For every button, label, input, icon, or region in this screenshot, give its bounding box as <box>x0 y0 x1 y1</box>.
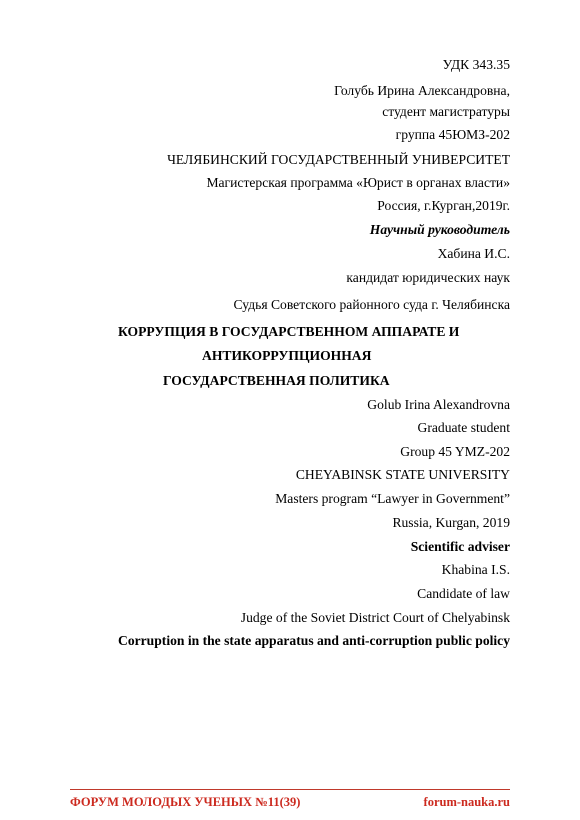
adviser-label-ru: Научный руководитель <box>369 222 510 237</box>
adviser-position-ru: Судья Советского районного суда г. Челябинска <box>233 297 510 312</box>
university-ru: ЧЕЛЯБИНСКИЙ ГОСУДАРСТВЕННЫЙ УНИВЕРСИТЕТ <box>167 152 510 167</box>
author-status-ru: студент магистратуры <box>382 104 510 119</box>
author-name-en: Golub Irina Alexandrovna <box>367 397 510 412</box>
adviser-degree-en: Candidate of law <box>417 586 510 601</box>
article-title-ru-line3: ГОСУДАРСТВЕННАЯ ПОЛИТИКА <box>163 373 390 388</box>
location-ru: Россия, г.Курган,2019г. <box>377 198 510 213</box>
page-footer <box>70 789 510 811</box>
program-en: Masters program “Lawyer in Government” <box>275 491 510 506</box>
footer-divider <box>70 789 510 790</box>
adviser-name-en: Khabina I.S. <box>441 562 510 577</box>
article-title-ru-line2: АНТИКОРРУПЦИОННАЯ <box>202 348 372 363</box>
author-name-ru: Голубь Ирина Александровна, <box>334 83 510 98</box>
location-en: Russia, Kurgan, 2019 <box>392 515 510 530</box>
udk-code: УДК 343.35 <box>442 57 510 72</box>
article-title-en: Corruption in the state apparatus and anti-corruption public policy <box>118 633 510 648</box>
university-en: CHEYABINSK STATE UNIVERSITY <box>295 467 510 482</box>
adviser-label-en: Scientific adviser <box>410 539 510 554</box>
adviser-position-en: Judge of the Soviet District Court of Chelyabinsk <box>240 610 510 625</box>
adviser-degree-ru: кандидат юридических наук <box>346 270 510 285</box>
program-ru: Магистерская программа «Юрист в органах власти» <box>206 175 510 190</box>
author-group-en: Group 45 YMZ-202 <box>400 444 510 459</box>
footer-journal: ФОРУМ МОЛОДЫХ УЧЕНЫХ №11(39) <box>70 795 301 809</box>
adviser-name-ru: Хабина И.С. <box>437 246 510 261</box>
author-status-en: Graduate student <box>417 420 510 435</box>
article-title-ru-line1: КОРРУПЦИЯ В ГОСУДАРСТВЕННОМ АППАРАТЕ И <box>118 324 460 339</box>
footer-site-link[interactable]: forum-nauka.ru <box>423 795 510 809</box>
author-group-ru: группа 45ЮМЗ-202 <box>395 127 510 142</box>
